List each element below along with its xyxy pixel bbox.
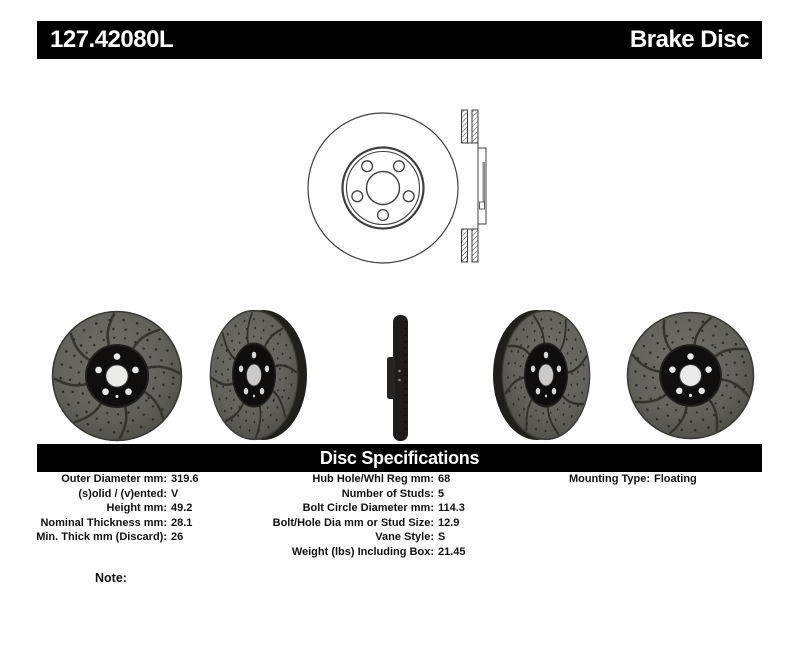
note-label: Note: [95, 571, 127, 585]
spec-value: 26 [171, 531, 184, 544]
rotor-front-photo-right [624, 309, 757, 442]
spec-value: 319.6 [171, 473, 199, 485]
rotor-side-profile-photo [384, 313, 414, 443]
rotor-angled-right-photo [490, 308, 592, 442]
spec-label: Weight (lbs) Including Box: [291, 545, 434, 558]
spec-row-height [17, 501, 199, 516]
spec-row-outer-diameter [17, 472, 199, 487]
header-bar [37, 21, 762, 59]
spec-value: S [438, 531, 446, 544]
spec-label: Bolt Circle Diameter mm: [302, 502, 434, 515]
spec-row-hub-hole [234, 472, 466, 487]
spec-value: 5 [438, 487, 445, 500]
product-type-title: Brake Disc [629, 26, 749, 53]
spec-label: Outer Diameter mm: [61, 473, 167, 485]
spec-label: Bolt/Hole Dia mm or Stud Size: [272, 516, 434, 529]
spec-value: 49.2 [171, 502, 193, 515]
spec-column-right [532, 472, 697, 487]
spec-column-left [17, 472, 199, 545]
spec-label: Vane Style: [375, 531, 434, 544]
spec-value: 68 [438, 473, 451, 485]
spec-value: Floating [654, 473, 697, 485]
spec-row-min-thick [17, 530, 199, 545]
spec-row-bolt-circle-diameter [234, 501, 466, 516]
spec-value: 12.9 [438, 516, 460, 529]
spec-row-weight [234, 545, 466, 560]
spec-value: V [171, 487, 179, 500]
rotor-angled-left-photo [208, 308, 310, 442]
spec-label: Height mm: [106, 502, 167, 515]
spec-value: 28.1 [171, 516, 193, 529]
rotor-front-photo-left [49, 308, 185, 444]
disc-technical-drawing [293, 98, 503, 278]
spec-label: Hub Hole/Whl Reg mm: [312, 473, 434, 485]
spec-banner-title: Disc Specifications [319, 447, 480, 468]
disc-front-view-drawing [293, 98, 503, 273]
spec-row-number-of-studs [234, 487, 466, 502]
spec-label: Number of Studs: [341, 487, 434, 500]
spec-row-bolt-hole-dia [234, 516, 466, 531]
disc-cross-section-drawing [461, 110, 486, 262]
spec-label: Nominal Thickness mm: [40, 516, 167, 529]
spec-value: 114.3 [438, 502, 465, 515]
spec-label: (s)olid / (v)ented: [78, 487, 167, 500]
spec-label: Min. Thick mm (Discard): [36, 531, 167, 544]
spec-row-solid-vented [17, 487, 199, 502]
spec-banner [37, 444, 762, 472]
spec-label: Mounting Type: [568, 473, 650, 485]
spec-row-mounting-type [532, 472, 697, 487]
spec-row-vane-style [234, 530, 466, 545]
spec-value: 21.45 [438, 545, 466, 558]
spec-row-nominal-thickness [17, 516, 199, 531]
part-number: 127.42080L [50, 26, 174, 53]
spec-column-middle [234, 472, 466, 560]
